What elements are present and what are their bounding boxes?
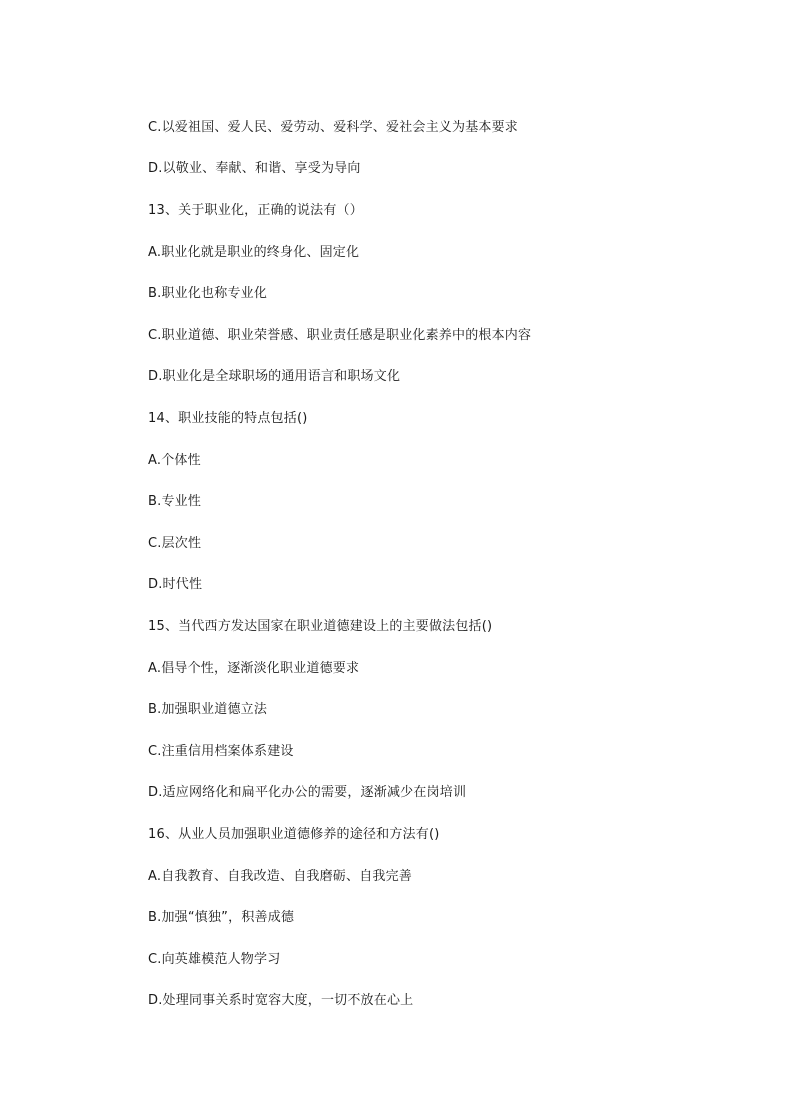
option-b-q14: B.专业性 [148, 494, 202, 509]
option-a-q15: A.倡导个性，逐渐淡化职业道德要求 [148, 661, 360, 676]
option-b-q16: B.加强“慎独”，积善成德 [148, 910, 295, 925]
option-c-q13: C.职业道德、职业荣誉感、职业责任感是职业化素养中的根本内容 [148, 328, 532, 343]
option-b-q15: B.加强职业道德立法 [148, 702, 268, 717]
option-d-q15: D.适应网络化和扁平化办公的需要，逐渐减少在岗培训 [148, 785, 467, 800]
option-d-q14: D.时代性 [148, 577, 203, 592]
option-a-q14: A.个体性 [148, 453, 201, 468]
question-16: 16、从业人员加强职业道德修养的途径和方法有() [148, 827, 440, 842]
option-d-q13: D.职业化是全球职场的通用语言和职场文化 [148, 369, 401, 384]
option-d-q12: D.以敬业、奉献、和谐、享受为导向 [148, 161, 361, 176]
question-14: 14、职业技能的特点包括() [148, 411, 308, 426]
question-13: 13、关于职业化，正确的说法有（） [148, 203, 363, 218]
option-c-q15: C.注重信用档案体系建设 [148, 744, 294, 759]
question-15: 15、当代西方发达国家在职业道德建设上的主要做法包括() [148, 619, 493, 634]
option-a-q16: A.自我教育、自我改造、自我磨砺、自我完善 [148, 869, 412, 884]
option-c-q12: C.以爱祖国、爱人民、爱劳动、爱科学、爱社会主义为基本要求 [148, 120, 519, 135]
option-b-q13: B.职业化也称专业化 [148, 286, 268, 301]
option-a-q13: A.职业化就是职业的终身化、固定化 [148, 245, 360, 260]
option-d-q16: D.处理同事关系时宽容大度，一切不放在心上 [148, 993, 414, 1008]
option-c-q16: C.向英雄模范人物学习 [148, 952, 281, 967]
option-c-q14: C.层次性 [148, 536, 202, 551]
